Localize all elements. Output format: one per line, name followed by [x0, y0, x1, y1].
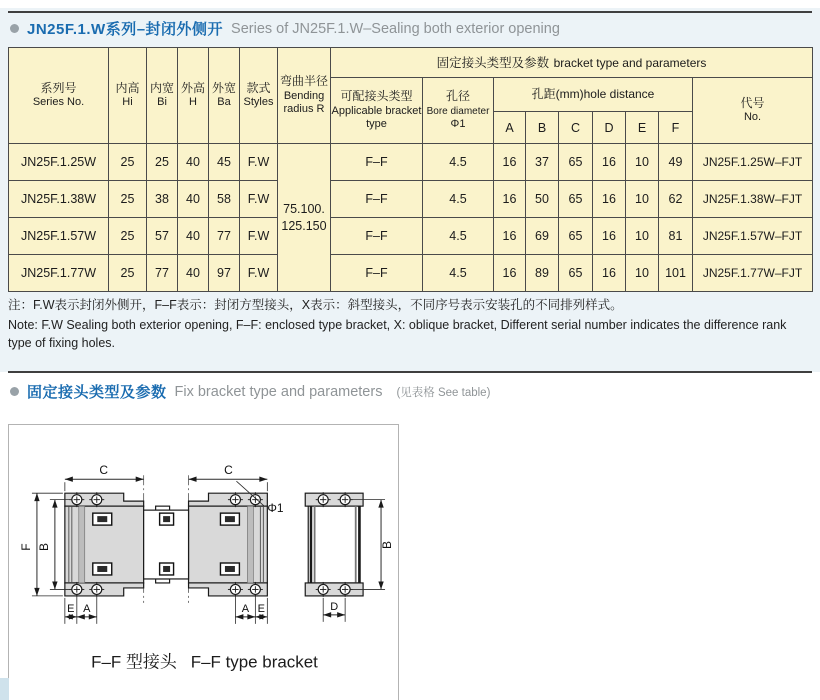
cell-series: JN25F.1.57W	[9, 218, 109, 255]
header-cell-hole-distance: 孔距(mm)hole distance	[494, 78, 693, 112]
cell-style: F.W	[240, 255, 278, 292]
middle-divider	[8, 371, 812, 373]
cell-bore: 4.5	[423, 218, 494, 255]
cell-style: F.W	[240, 144, 278, 181]
dim-label-e-left: E	[67, 602, 75, 615]
cell-bore: 4.5	[423, 255, 494, 292]
drawing-panel	[8, 424, 399, 700]
cell-ba: 77	[209, 218, 240, 255]
cell-f: 49	[659, 144, 693, 181]
cell-c: 65	[559, 144, 593, 181]
cell-b: 89	[526, 255, 559, 292]
cell-h: 40	[178, 255, 209, 292]
header-cell-bending-radius: 弯曲半径 Bending radius R	[278, 48, 331, 144]
cell-bracket-type: F–F	[331, 218, 423, 255]
cell-series: JN25F.1.77W	[9, 255, 109, 292]
dim-label-b-right: B	[380, 541, 395, 550]
cell-bore: 4.5	[423, 181, 494, 218]
dim-label-c-left: C	[99, 463, 109, 478]
section2-title-en: Fix bracket type and parameters	[174, 383, 383, 400]
section1-title-en: Series of JN25F.1.W–Sealing both exterior opening	[231, 20, 560, 37]
section1-title-zh: JN25F.1.W系列–封闭外侧开	[27, 21, 224, 38]
drawing-caption: F–F 型接头 F–F type bracket	[91, 652, 318, 672]
cell-bi: 57	[147, 218, 178, 255]
header-cell-bore-diameter: 孔径 Bore diameter Φ1	[423, 78, 494, 144]
table-row	[9, 218, 813, 255]
note-zh: 注：F.W表示封闭外侧开，F–F表示：封闭方型接头，X表示：斜型接头，不同序号表示安装孔的不同排列样式。	[8, 298, 623, 312]
bracket-drawing-svg	[9, 425, 398, 699]
section2-title-zh: 固定接头类型及参数	[27, 384, 167, 401]
cell-code: JN25F.1.25W–FJT	[693, 144, 813, 181]
cell-code: JN25F.1.77W–FJT	[693, 255, 813, 292]
dim-label-b-left: B	[36, 543, 51, 552]
header-series-en: Series No.	[32, 96, 85, 109]
cell-series: JN25F.1.38W	[9, 181, 109, 218]
cell-hi: 25	[109, 181, 147, 218]
cell-hi: 25	[109, 218, 147, 255]
header-cell-hi: 内高 Hi	[109, 48, 147, 144]
cell-b: 69	[526, 218, 559, 255]
cell-bi: 25	[147, 144, 178, 181]
cell-bracket-type: F–F	[331, 181, 423, 218]
header-cell-series	[9, 48, 109, 144]
cell-d: 16	[593, 255, 626, 292]
cell-bracket-type: F–F	[331, 255, 423, 292]
table-row	[9, 255, 813, 292]
cell-h: 40	[178, 144, 209, 181]
header-cell-letter-f: F	[659, 112, 693, 144]
cell-style: F.W	[240, 218, 278, 255]
table-row	[9, 144, 813, 181]
header-cell-letter-b: B	[526, 112, 559, 144]
cell-series: JN25F.1.25W	[9, 144, 109, 181]
header-cell-ba: 外宽 Ba	[209, 48, 240, 144]
bullet-icon	[10, 387, 19, 396]
cell-bi: 77	[147, 255, 178, 292]
cell-a: 16	[494, 255, 526, 292]
section2-see-table: (见表格 See table)	[396, 386, 491, 399]
header-cell-letter-e: E	[626, 112, 659, 144]
cell-a: 16	[494, 218, 526, 255]
header-cell-letter-a: A	[494, 112, 526, 144]
bracket-front-view	[65, 492, 267, 597]
header-cell-styles: 款式 Styles	[240, 48, 278, 144]
top-divider	[8, 11, 812, 13]
section1-title	[10, 18, 560, 39]
cell-f: 62	[659, 181, 693, 218]
notes	[8, 296, 810, 354]
cell-ba: 58	[209, 181, 240, 218]
cell-a: 16	[494, 181, 526, 218]
cell-f: 101	[659, 255, 693, 292]
cell-code: JN25F.1.57W–FJT	[693, 218, 813, 255]
cell-ba: 97	[209, 255, 240, 292]
cell-b: 50	[526, 181, 559, 218]
cell-c: 65	[559, 218, 593, 255]
cell-style: F.W	[240, 181, 278, 218]
header-cell-letter-d: D	[593, 112, 626, 144]
cell-bi: 38	[147, 181, 178, 218]
note-en: Note: F.W Sealing both exterior opening, F–F: enclosed type bracket, X: oblique bracket, Different serial number indicates the difference rank type of fixing holes.	[8, 318, 787, 351]
dim-label-d: D	[330, 600, 339, 613]
dim-label-phi1: Φ1	[267, 501, 284, 516]
cell-e: 10	[626, 218, 659, 255]
cell-c: 65	[559, 255, 593, 292]
dim-label-a-right: A	[241, 602, 250, 615]
cell-d: 16	[593, 218, 626, 255]
table-row	[9, 181, 813, 218]
cell-hi: 25	[109, 255, 147, 292]
cell-e: 10	[626, 255, 659, 292]
cell-hi: 25	[109, 144, 147, 181]
header-cell-code: 代号 No.	[693, 78, 813, 144]
dim-label-a-left: A	[83, 602, 91, 615]
cell-e: 10	[626, 181, 659, 218]
cell-ba: 45	[209, 144, 240, 181]
cell-d: 16	[593, 181, 626, 218]
cell-e: 10	[626, 144, 659, 181]
header-cell-h: 外高 H	[178, 48, 209, 144]
cell-b: 37	[526, 144, 559, 181]
spec-table	[8, 47, 813, 292]
cell-f: 81	[659, 218, 693, 255]
cell-h: 40	[178, 218, 209, 255]
dim-label-f: F	[18, 543, 33, 551]
section2-title	[10, 381, 490, 402]
cell-bracket-type: F–F	[331, 144, 423, 181]
bullet-icon	[10, 24, 19, 33]
cell-code: JN25F.1.38W–FJT	[693, 181, 813, 218]
header-cell-letter-c: C	[559, 112, 593, 144]
cell-a: 16	[494, 144, 526, 181]
page-corner-patch	[0, 678, 9, 700]
bracket-end-view	[305, 492, 363, 597]
header-series-zh: 系列号	[40, 80, 77, 95]
dim-label-c-right: C	[224, 463, 233, 478]
cell-d: 16	[593, 144, 626, 181]
cell-bending-radius: 75.100. 125.150	[278, 144, 331, 292]
header-cell-applicable-bracket: 可配接头类型 Applicable bracket type	[331, 78, 423, 144]
cell-bore: 4.5	[423, 144, 494, 181]
cell-c: 65	[559, 181, 593, 218]
header-cell-bi: 内宽 Bi	[147, 48, 178, 144]
header-cell-bracket-group: 固定接头类型及参数 bracket type and parameters	[331, 48, 813, 78]
cell-h: 40	[178, 181, 209, 218]
dim-label-e-right: E	[257, 602, 266, 615]
